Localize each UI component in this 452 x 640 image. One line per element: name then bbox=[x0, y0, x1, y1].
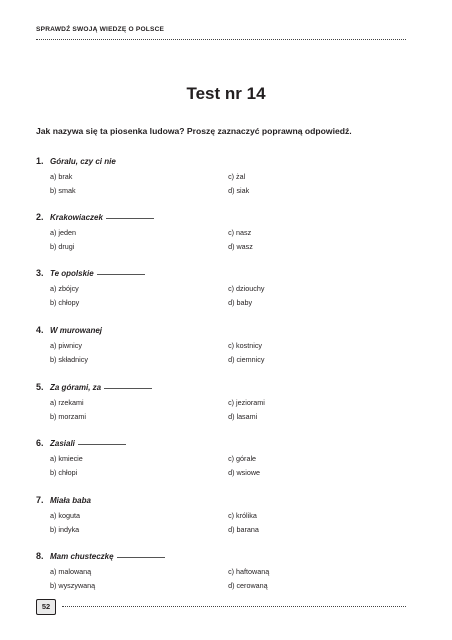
question-number: 1. bbox=[36, 156, 44, 166]
section-header: SPRAWDŹ SWOJĄ WIEDZĘ O POLSCE bbox=[36, 26, 165, 33]
option-row bbox=[36, 412, 416, 426]
option-row bbox=[36, 172, 416, 186]
question-item bbox=[36, 438, 416, 481]
test-title: Test nr 14 bbox=[186, 84, 266, 103]
question-heading bbox=[36, 156, 416, 170]
option-row bbox=[36, 581, 416, 595]
answer-blank-line bbox=[106, 218, 154, 219]
answer-option-d[interactable]: d) ciemnicy bbox=[228, 354, 265, 364]
question-number: 7. bbox=[36, 495, 44, 505]
question-item bbox=[36, 495, 416, 538]
answer-option-d[interactable]: d) siak bbox=[228, 185, 250, 195]
question-text: Te opolskie bbox=[50, 269, 94, 278]
option-row bbox=[36, 398, 416, 412]
question-text: Miała baba bbox=[50, 496, 91, 505]
option-row bbox=[36, 567, 416, 581]
answer-option-b[interactable]: b) wyszywaną bbox=[50, 580, 96, 590]
question-number: 2. bbox=[36, 212, 44, 222]
option-row bbox=[36, 186, 416, 200]
answer-option-b[interactable]: b) indyka bbox=[50, 524, 80, 534]
answer-option-a[interactable]: a) kmiecie bbox=[50, 454, 83, 463]
question-item bbox=[36, 212, 416, 255]
answer-option-d[interactable]: d) lasami bbox=[228, 411, 258, 421]
answer-option-c[interactable]: c) kostnicy bbox=[228, 341, 263, 350]
answer-option-a[interactable]: a) rzekami bbox=[50, 398, 84, 407]
header-dotted-rule bbox=[36, 39, 406, 40]
answer-option-d[interactable]: d) wsiowe bbox=[228, 467, 261, 477]
answer-option-d[interactable]: d) barana bbox=[228, 524, 259, 534]
question-heading bbox=[36, 268, 416, 282]
answer-option-a[interactable]: a) koguta bbox=[50, 511, 80, 520]
question-number: 3. bbox=[36, 268, 44, 278]
question-text: Za górami, za bbox=[50, 383, 102, 392]
question-heading bbox=[36, 382, 416, 396]
option-row bbox=[36, 242, 416, 256]
answer-option-a[interactable]: a) jeden bbox=[50, 228, 76, 237]
answer-option-c[interactable]: c) nasz bbox=[228, 228, 252, 237]
answer-option-b[interactable]: b) składnicy bbox=[50, 354, 88, 364]
answer-option-c[interactable]: c) górale bbox=[228, 454, 257, 463]
answer-option-d[interactable]: d) cerowaną bbox=[228, 580, 268, 590]
option-row bbox=[36, 228, 416, 242]
question-item bbox=[36, 325, 416, 368]
question-text: Krakowiaczek bbox=[50, 213, 103, 222]
answer-option-b[interactable]: b) drugi bbox=[50, 241, 75, 251]
question-heading bbox=[36, 495, 416, 509]
answer-option-c[interactable]: c) jeziorami bbox=[228, 398, 265, 407]
option-row bbox=[36, 468, 416, 482]
option-row bbox=[36, 525, 416, 539]
question-item bbox=[36, 268, 416, 311]
question-number: 6. bbox=[36, 438, 44, 448]
answer-blank-line bbox=[117, 557, 165, 558]
question-item bbox=[36, 551, 416, 594]
answer-option-a[interactable]: a) zbójcy bbox=[50, 284, 79, 293]
question-text: Mam chusteczkę bbox=[50, 552, 114, 561]
question-text: Góralu, czy ci nie bbox=[50, 157, 116, 166]
option-row bbox=[36, 341, 416, 355]
answer-option-c[interactable]: c) haftowaną bbox=[228, 567, 270, 576]
question-heading bbox=[36, 438, 416, 452]
question-text: Zasiali bbox=[50, 439, 75, 448]
answer-option-c[interactable]: c) dziouchy bbox=[228, 284, 265, 293]
answer-option-b[interactable]: b) chłopy bbox=[50, 297, 80, 307]
answer-option-b[interactable]: b) smak bbox=[50, 185, 76, 195]
question-heading bbox=[36, 551, 416, 565]
answer-blank-line bbox=[78, 444, 126, 445]
answer-option-b[interactable]: b) chłopi bbox=[50, 467, 78, 477]
page-number: 52 bbox=[36, 599, 56, 615]
question-item bbox=[36, 156, 416, 199]
answer-option-a[interactable]: a) brak bbox=[50, 172, 73, 181]
option-row bbox=[36, 284, 416, 298]
question-text: W murowanej bbox=[50, 326, 103, 335]
instruction-text: Jak nazywa się ta piosenka ludowa? Proszę zaznaczyć poprawną odpowiedź. bbox=[36, 126, 352, 136]
question-heading bbox=[36, 325, 416, 339]
footer-dotted-rule bbox=[62, 606, 406, 607]
answer-option-a[interactable]: a) malowaną bbox=[50, 567, 92, 576]
answer-option-d[interactable]: d) baby bbox=[228, 297, 253, 307]
answer-option-c[interactable]: c) królika bbox=[228, 511, 257, 520]
option-row bbox=[36, 511, 416, 525]
answer-blank-line bbox=[97, 274, 145, 275]
question-number: 4. bbox=[36, 325, 44, 335]
answer-option-c[interactable]: c) żal bbox=[228, 172, 246, 181]
answer-option-d[interactable]: d) wasz bbox=[228, 241, 253, 251]
option-row bbox=[36, 355, 416, 369]
question-item bbox=[36, 382, 416, 425]
answer-option-b[interactable]: b) morzami bbox=[50, 411, 86, 421]
question-number: 8. bbox=[36, 551, 44, 561]
question-heading bbox=[36, 212, 416, 226]
option-row bbox=[36, 298, 416, 312]
answer-option-a[interactable]: a) piwnicy bbox=[50, 341, 82, 350]
answer-blank-line bbox=[104, 388, 152, 389]
question-number: 5. bbox=[36, 382, 44, 392]
option-row bbox=[36, 454, 416, 468]
